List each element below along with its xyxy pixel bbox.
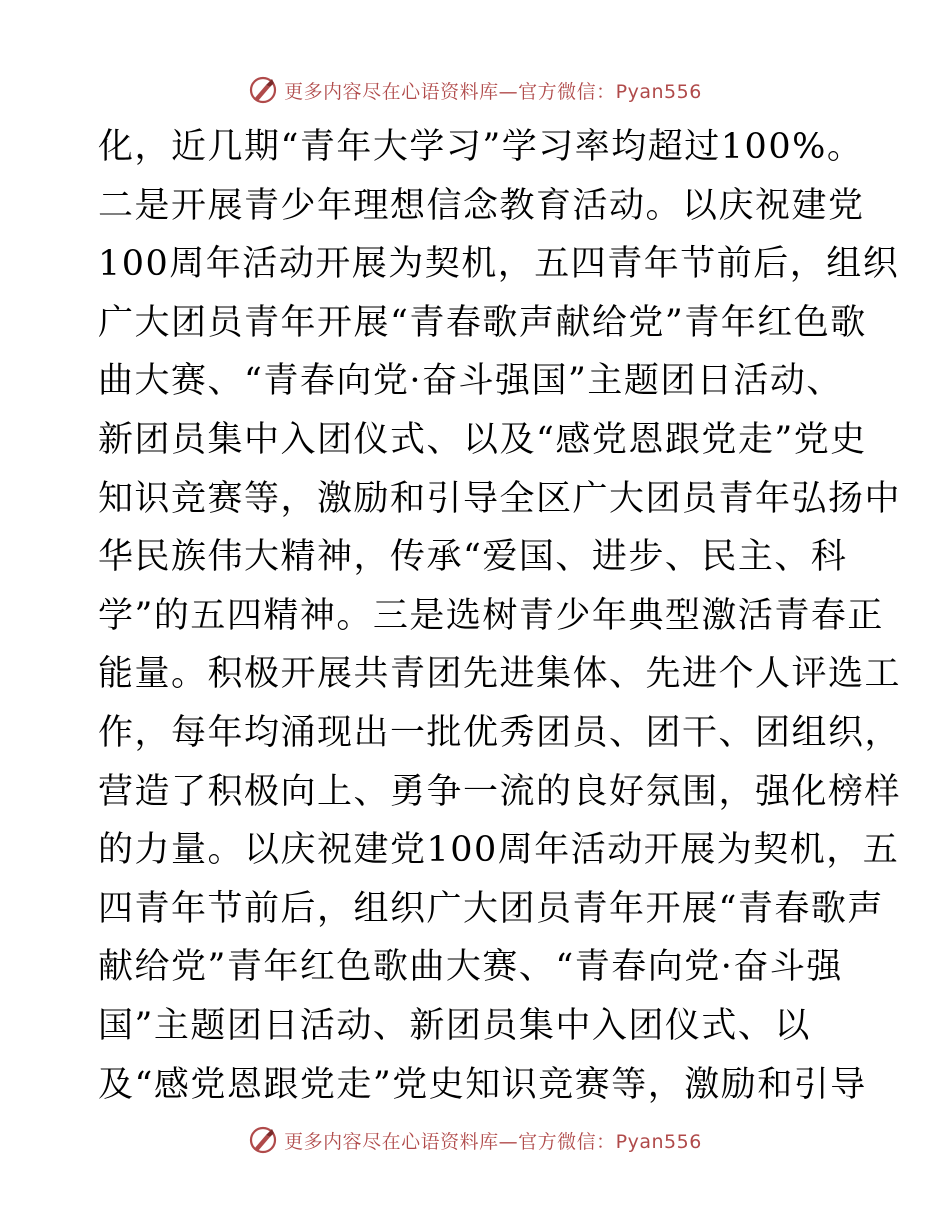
text-line: 化，近几期“青年大学习”学习率均超过100%。	[98, 127, 864, 167]
text-line: 四青年节前后，组织广大团员青年开展“青春歌声	[98, 888, 884, 929]
text-line: 的力量。以庆祝建党100周年活动开展为契机，五	[98, 830, 900, 871]
header-banner-text: 更多内容尽在心语资料库—官方微信：Pyan556	[284, 80, 702, 103]
text-line: 新团员集中入团仪式、以及“感党恩跟党走”党史	[98, 419, 867, 460]
header-banner	[0, 70, 950, 110]
text-line: 曲大赛、“青春向党·奋斗强国”主题团日活动、	[98, 361, 843, 402]
pen-in-circle-icon	[248, 1125, 278, 1155]
text-line: 作，每年均涌现出一批优秀团员、团干、团组织，	[98, 712, 902, 753]
text-line: 国”主题团日活动、新团员集中入团仪式、以	[98, 1005, 811, 1046]
text-line: 能量。积极开展共青团先进集体、先进个人评选工	[98, 654, 902, 695]
text-line: 二是开展青少年理想信念教育活动。以庆祝建党	[98, 185, 865, 226]
pen-in-circle-icon	[248, 75, 278, 105]
footer-banner-text: 更多内容尽在心语资料库—官方微信：Pyan556	[284, 1130, 702, 1153]
text-line: 华民族伟大精神，传承“爱国、进步、民主、科	[98, 537, 848, 578]
text-line: 知识竞赛等，激励和引导全区广大团员青年弘扬中	[98, 478, 902, 519]
text-line: 及“感党恩跟党走”党史知识竞赛等，激励和引导	[98, 1064, 867, 1105]
text-line: 100周年活动开展为契机，五四青年节前后，组织	[98, 244, 900, 285]
text-line: 广大团员青年开展“青春歌声献给党”青年红色歌	[98, 302, 867, 343]
footer-banner	[0, 1120, 950, 1160]
body-text	[98, 118, 902, 1114]
text-line: 献给党”青年红色歌曲大赛、“青春向党·奋斗强	[98, 947, 843, 988]
text-line: 营造了积极向上、勇争一流的良好氛围，强化榜样	[98, 771, 902, 812]
text-line: 学”的五四精神。三是选树青少年典型激活青春正	[98, 595, 884, 636]
